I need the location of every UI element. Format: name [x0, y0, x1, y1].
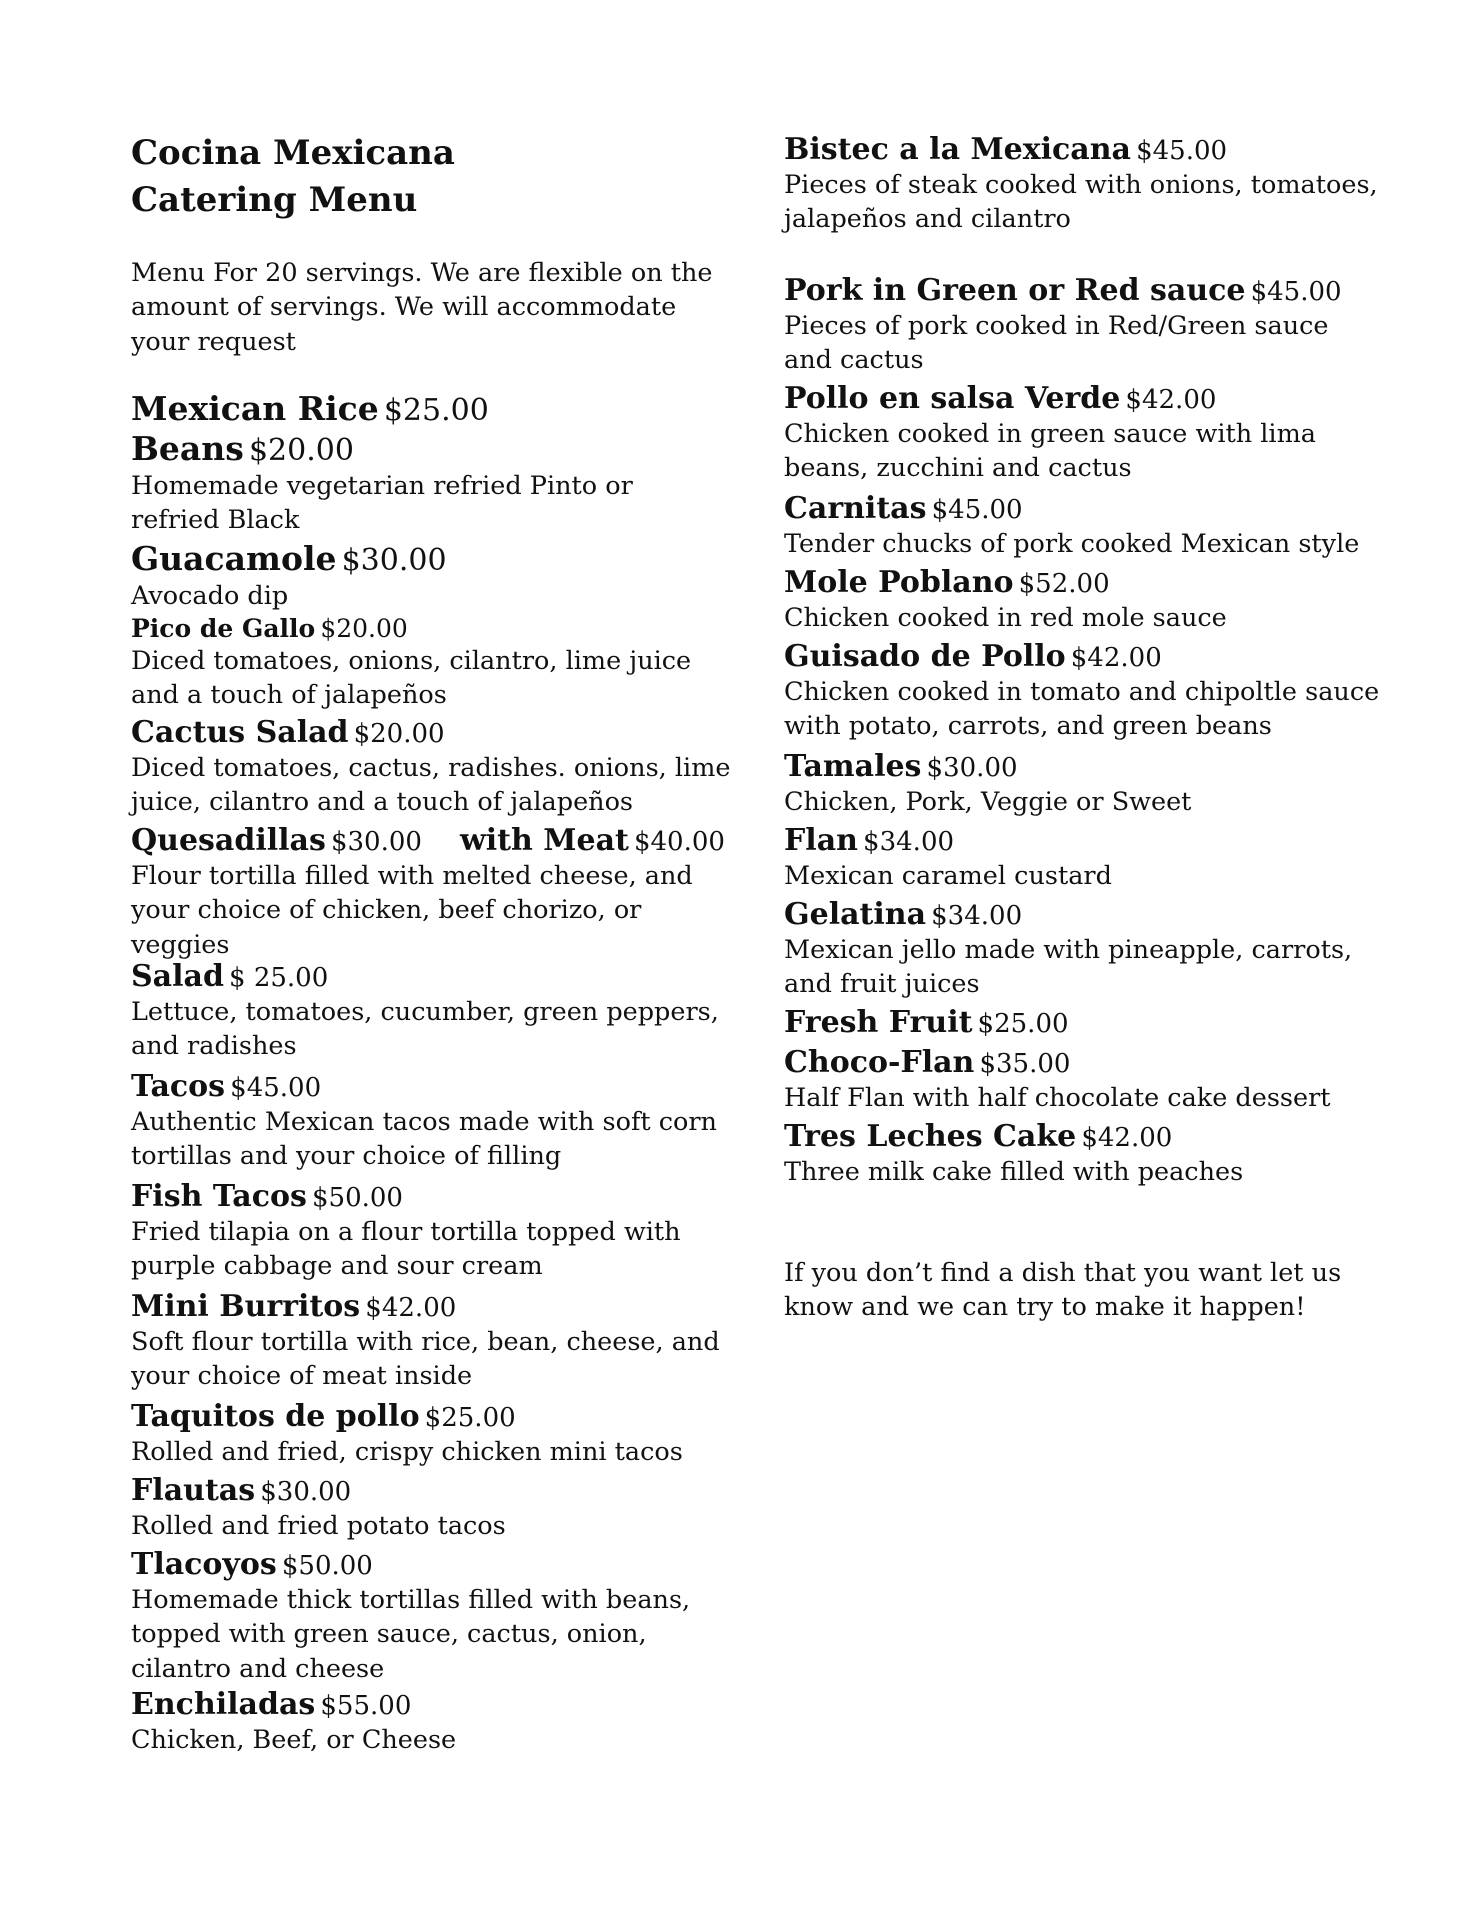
item-description: Chicken cooked in green sauce with lima — [784, 419, 1316, 449]
item-price: $42.00 — [1081, 1123, 1173, 1153]
menu-item — [784, 273, 1342, 378]
menu-item — [131, 616, 691, 713]
item-description: Three milk cake filled with peaches — [784, 1157, 1244, 1187]
item-price: $30.00 — [330, 827, 422, 857]
menu-title: Catering Menu — [131, 180, 418, 220]
menu-item — [131, 715, 731, 820]
closing-note: If you don’t find a dish that you want let us know and we can try to make it happen! — [784, 1258, 1342, 1323]
item-price: $55.00 — [320, 1691, 412, 1721]
intro-text: Menu For 20 servings. We are flexible on the amount of servings. We will accommodate your request — [131, 258, 713, 357]
item-name: Guacamole — [131, 539, 337, 578]
item-description: Mexican jello made with pineapple, carrots, — [784, 935, 1353, 965]
item-name: Flautas — [131, 1473, 256, 1508]
menu-item — [131, 1069, 717, 1174]
item-description: Chicken, Beef, or Cheese — [131, 1725, 457, 1755]
menu-item — [131, 1473, 506, 1543]
menu-item — [784, 1045, 1331, 1115]
item-description: Chicken cooked in tomato and chipoltle sauce — [784, 677, 1380, 707]
item-price: $34.00 — [931, 901, 1023, 931]
item-name: Fresh Fruit — [784, 1005, 973, 1040]
item-variant-price: $40.00 — [633, 827, 725, 857]
item-description: juice, cilantro and a touch of jalapeños — [131, 787, 634, 818]
item-description: and cactus — [784, 345, 924, 376]
item-name: Pollo en salsa Verde — [784, 381, 1121, 416]
item-name: Choco-Flan — [784, 1045, 975, 1080]
menu-item — [784, 565, 1227, 635]
item-description: Diced tomatoes, cactus, radishes. onions, lime — [131, 753, 731, 783]
item-price: $20.00 — [248, 433, 354, 468]
item-name: Carnitas — [784, 491, 927, 526]
item-description: Homemade thick tortillas filled with beans, — [131, 1585, 691, 1615]
item-price: $50.00 — [281, 1551, 373, 1581]
item-description: Mexican caramel custard — [784, 861, 1112, 891]
item-description: with potato, carrots, and green beans — [784, 711, 1272, 742]
menu-item — [131, 1687, 457, 1757]
menu-item — [131, 1399, 683, 1469]
menu-item — [131, 1289, 720, 1394]
item-description: Pieces of steak cooked with onions, tomatoes, — [784, 170, 1378, 200]
menu-item — [784, 897, 1353, 1002]
item-description: Lettuce, tomatoes, cucumber, green peppers, — [131, 997, 719, 1027]
menu-item — [784, 1119, 1244, 1189]
item-name: Tacos — [131, 1069, 226, 1104]
menu-item — [131, 823, 725, 962]
item-name: Fish Tacos — [131, 1179, 307, 1214]
item-price: $25.00 — [977, 1009, 1069, 1039]
item-name: Cactus Salad — [131, 715, 349, 750]
item-name: Pico de Gallo — [131, 614, 316, 643]
menu-item — [131, 1179, 681, 1284]
restaurant-name: Cocina Mexicana — [131, 133, 455, 173]
item-description: Fried tilapia on a flour tortilla topped with — [131, 1217, 681, 1247]
menu-item — [784, 381, 1316, 486]
item-name: Tres Leches Cake — [784, 1119, 1077, 1154]
item-name: Salad — [131, 959, 224, 994]
menu-item — [784, 749, 1192, 819]
item-description: tortillas and your choice of filling — [131, 1141, 562, 1172]
item-description: Half Flan with half chocolate cake dessert — [784, 1083, 1331, 1113]
item-name: Enchiladas — [131, 1687, 316, 1722]
menu-item — [131, 539, 447, 613]
item-price: $45.00 — [1136, 136, 1228, 166]
item-description: beans, zucchini and cactus — [784, 453, 1132, 484]
item-name: Guisado de Pollo — [784, 639, 1066, 674]
item-price: $45.00 — [230, 1073, 322, 1103]
item-description: Pieces of pork cooked in Red/Green sauce — [784, 311, 1329, 341]
item-name: Mole Poblano — [784, 565, 1014, 600]
item-description: cilantro and cheese — [131, 1653, 385, 1684]
item-price: $42.00 — [365, 1293, 457, 1323]
item-price: $34.00 — [863, 827, 955, 857]
menu-item — [131, 389, 489, 429]
item-price: $ 25.00 — [229, 963, 329, 993]
item-description: purple cabbage and sour cream — [131, 1251, 543, 1282]
item-name: Quesadillas — [131, 823, 326, 858]
item-name: Taquitos de pollo — [131, 1399, 420, 1434]
item-description: Chicken cooked in red mole sauce — [784, 603, 1227, 633]
menu-item — [784, 491, 1360, 561]
item-description: Tender chucks of pork cooked Mexican style — [784, 529, 1360, 559]
item-description: Flour tortilla filled with melted cheese, and — [131, 861, 693, 891]
item-description: and a touch of jalapeños — [131, 680, 447, 711]
item-description: Chicken, Pork, Veggie or Sweet — [784, 787, 1192, 817]
item-name: Flan — [784, 823, 858, 858]
menu-item — [784, 132, 1378, 237]
item-price: $30.00 — [341, 543, 447, 578]
item-price: $30.00 — [260, 1477, 352, 1507]
menu-item — [784, 823, 1112, 893]
item-price: $45.00 — [931, 495, 1023, 525]
item-price: $35.00 — [979, 1049, 1071, 1079]
item-price: $42.00 — [1125, 385, 1217, 415]
menu-item — [784, 639, 1380, 744]
menu-item — [131, 1547, 691, 1686]
item-description: Soft flour tortilla with rice, bean, cheese, and — [131, 1327, 720, 1357]
item-name: Bistec a la Mexicana — [784, 132, 1131, 167]
item-description: Authentic Mexican tacos made with soft corn — [131, 1107, 717, 1137]
item-name: Pork in Green or Red sauce — [784, 273, 1246, 308]
menu-item — [131, 959, 719, 1064]
item-name: Tlacoyos — [131, 1547, 277, 1582]
item-description: and fruit juices — [784, 969, 980, 1000]
menu-item — [131, 429, 633, 538]
item-description: refried Black — [131, 505, 300, 536]
item-name: Mexican Rice — [131, 389, 379, 428]
item-name: Beans — [131, 429, 244, 468]
item-price: $52.00 — [1018, 569, 1110, 599]
item-description: Diced tomatoes, onions, cilantro, lime juice — [131, 646, 692, 676]
item-description: Homemade vegetarian refried Pinto or — [131, 471, 633, 501]
item-description: veggies — [131, 929, 230, 960]
item-name: Gelatina — [784, 897, 927, 932]
item-description: Rolled and fried, crispy chicken mini tacos — [131, 1437, 683, 1467]
item-description: your choice of meat inside — [131, 1361, 473, 1392]
item-description: topped with green sauce, cactus, onion, — [131, 1619, 647, 1650]
menu-item — [784, 1005, 1069, 1041]
item-description: jalapeños and cilantro — [784, 204, 1071, 235]
item-description: Avocado dip — [131, 581, 289, 611]
item-price: $25.00 — [424, 1403, 516, 1433]
item-price: $42.00 — [1070, 643, 1162, 673]
item-price: $25.00 — [383, 393, 489, 428]
item-name: Mini Burritos — [131, 1289, 361, 1324]
item-price: $30.00 — [926, 753, 1018, 783]
item-name: Tamales — [784, 749, 922, 784]
item-description: Rolled and fried potato tacos — [131, 1511, 506, 1541]
item-description: and radishes — [131, 1031, 297, 1062]
item-description: your choice of chicken, beef chorizo, or — [131, 895, 642, 926]
item-price: $20.00 — [320, 614, 408, 643]
item-price: $20.00 — [353, 719, 445, 749]
item-price: $45.00 — [1250, 277, 1342, 307]
item-price: $50.00 — [312, 1183, 403, 1213]
item-variant-name: with Meat — [459, 823, 629, 858]
